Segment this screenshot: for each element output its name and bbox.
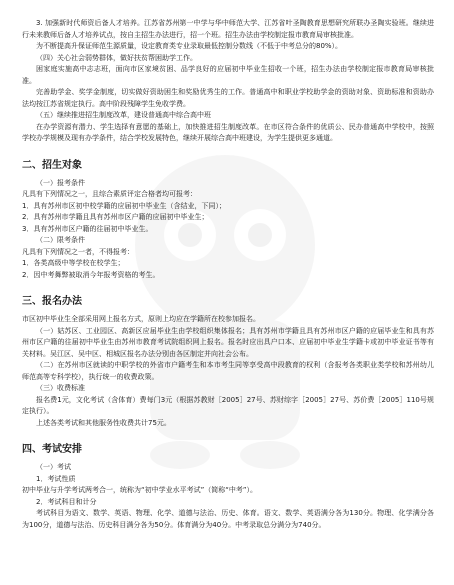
subheading: （一）报考条件 bbox=[36, 178, 85, 187]
subheading: （五）继续推进招生制度改革，建设普通高中综合高中班 bbox=[36, 111, 211, 119]
paragraph: 市区初中毕业生全部采用网上报名方式，原则上均应在学籍所在校参加报名。 bbox=[22, 315, 260, 323]
paragraph: 凡具有下列情况之一，且综合素质评定合格者均可报考： bbox=[22, 190, 197, 198]
paragraph: 困家庭实施高中志志班，面向市区家境贫困、品学良好的应届初中毕业生招收一个班，招生办法由学校制定报市教育局审核批准。 bbox=[22, 65, 434, 85]
paragraph: 上述各类考试和其他服务性收费共计75元。 bbox=[36, 418, 171, 427]
subheading: （四）关心社会弱势群体，做好扶贫帮困助学工作。 bbox=[36, 53, 197, 62]
section-heading: 三、报名办法 bbox=[22, 296, 82, 307]
subheading: （一）考试 bbox=[36, 463, 71, 471]
list-item: 2．具有苏州市学籍且具有苏州市区户籍的应届初中毕业生； bbox=[22, 213, 209, 221]
list-item: 1．各类高级中等学校在校学生； bbox=[22, 259, 125, 267]
section-heading: 二、招生对象 bbox=[22, 159, 82, 171]
paragraph: （一）姑苏区、工业园区、高新区应届毕业生由学校组织集体报名；具有苏州市学籍且具有苏州市区户籍的应届毕业生和具有苏州市区户籍的往届初中毕业生由苏州市教育考试院组织网上报名。报名时应出具户口本、应届初中毕业生学籍卡或初中毕业证书等有关材料。吴江区、吴中区、相城区报名办法分别由各区制定并向社会公布。 bbox=[22, 326, 434, 358]
section-heading: 四、考试安排 bbox=[22, 444, 82, 455]
paragraph: 3. 加强新时代师资后备人才培养。江苏省苏州第一中学与华中师范大学、江苏省叶圣陶教育思想研究所联办圣陶实验班。继续进行未来教师后备人才培养试点，按自主招生办法进行，招一个班。招生办法由学校制定报市教育局审核批准。 bbox=[22, 19, 434, 39]
subheading: （二）限考条件 bbox=[36, 236, 85, 244]
paragraph: 报名费1元，文化考试（含体育）费每门3元（根据苏教财［2005］27号、苏财综字［2005］27号、苏价费［2005］110号规定执行）。 bbox=[22, 395, 434, 415]
paragraph: 为不断提高升保证师范生源质量，设定教育类专业录取最低控制分数线（不低于中考总分的80%）。 bbox=[36, 42, 343, 50]
paragraph: 2．考试科目和计分 bbox=[36, 497, 97, 506]
subheading: （三）收费标准 bbox=[36, 384, 85, 392]
paragraph: 凡具有下列情况之一者，不得报考： bbox=[22, 247, 134, 256]
paragraph: 考试科目为语文、数学、英语、物理、化学、道德与法治、历史、体育。语文、数学、英语满分各为130分。物理、化学满分各为100分，道德与法治、历史科目满分各为50分。体育满分为40分。中考录取总分满分为740分。 bbox=[22, 509, 434, 529]
list-item: 2．因中考舞弊被取消今年报考资格的考生。 bbox=[22, 270, 160, 279]
list-item: 3．具有苏州市区户籍的往届初中毕业生。 bbox=[22, 224, 153, 233]
document-body bbox=[22, 18, 434, 531]
paragraph: 完善助学金、奖学金制度，切实做好资助困生和奖励优秀生的工作。普通高中和职业学校助学金的资助对象、资助标准和资助办法均按江苏省规定执行。高中阶段残障学生免收学费。 bbox=[22, 88, 434, 108]
paragraph: 1．考试性质 bbox=[36, 474, 76, 483]
paragraph: 初中毕业与升学考试两考合一，统称为“初中学业水平考试”（简称“中考”）。 bbox=[22, 486, 258, 494]
paragraph: 在办学资源有潜力、学生选择有意愿的基础上，加快推进招生制度改革。在市区符合条件的优质公、民办普通高中学校中，按照学校办学规模及现有办学条件，结合学校发展特色，继续开展综合高中班建设，为学生提供更多通道。 bbox=[22, 122, 434, 142]
list-item: 1．具有苏州市区初中校学籍的应届初中毕业生（含结业，下同）； bbox=[22, 201, 226, 210]
paragraph: （二）在苏州市区就读的中职学校的外省市户籍考生和本市考生同等享受高中段教育的权利（含报考各类职业类学校和苏州幼儿师范高等专科学校），执行统一的收费政策。 bbox=[22, 361, 434, 381]
